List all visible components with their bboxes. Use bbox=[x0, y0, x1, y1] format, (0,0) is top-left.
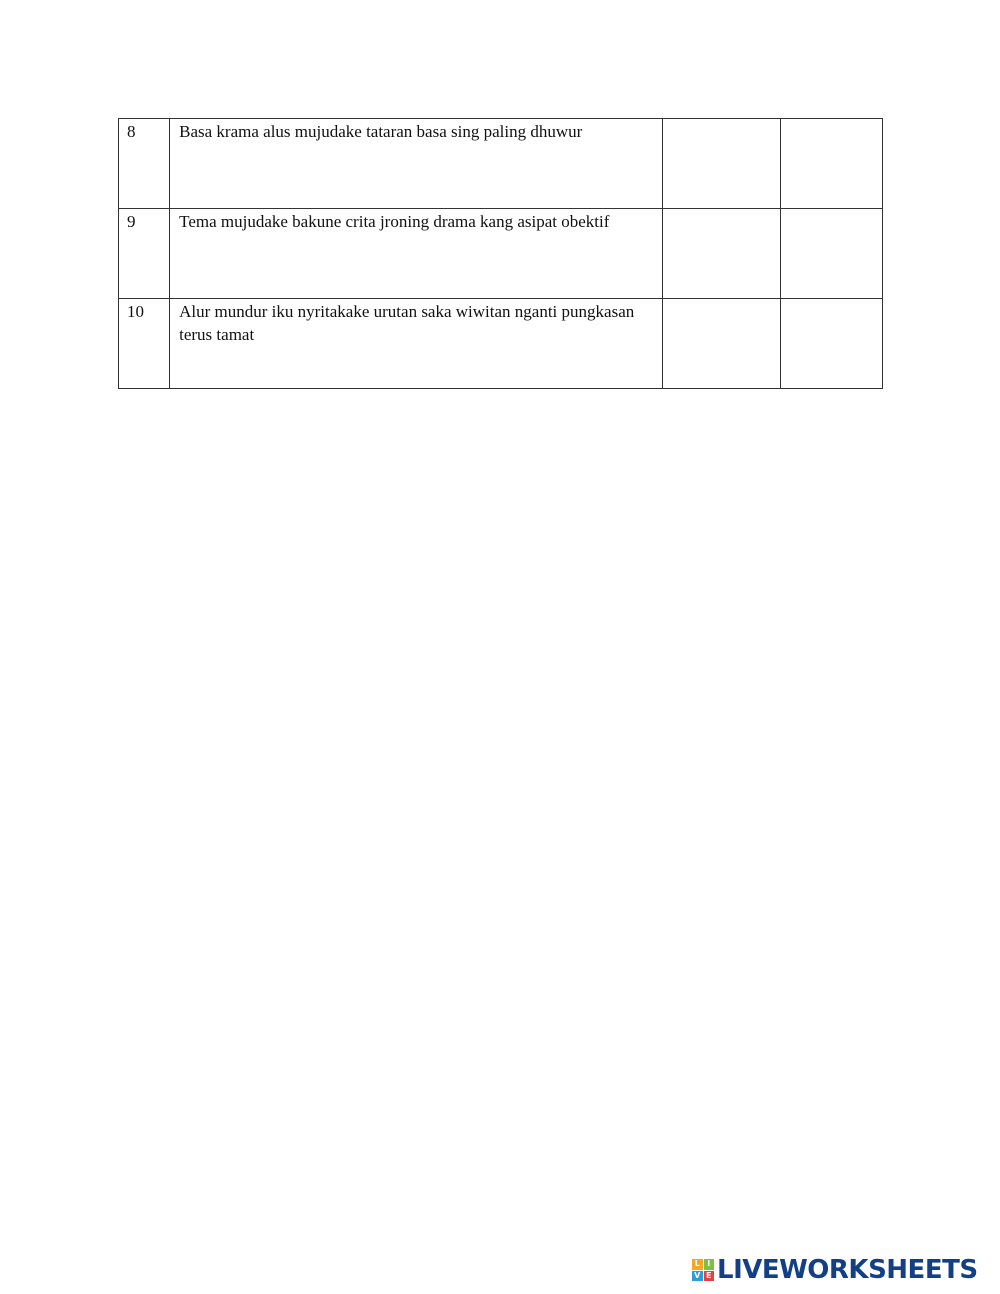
logo-block-l: L bbox=[692, 1259, 703, 1270]
true-false-table bbox=[118, 118, 883, 389]
brand-name: LIVEWORKSHEETS bbox=[717, 1255, 978, 1285]
question-number: 10 bbox=[127, 302, 144, 321]
answer-cell-true[interactable] bbox=[663, 299, 780, 389]
table-row bbox=[119, 209, 883, 299]
statement-text: Alur mundur iku nyritakake urutan saka wiwitan nganti pungkasan terus tamat bbox=[179, 302, 635, 344]
question-number: 9 bbox=[127, 212, 136, 231]
statement-cell bbox=[170, 119, 663, 209]
question-number-cell bbox=[119, 209, 170, 299]
table-row bbox=[119, 299, 883, 389]
logo-block-v: V bbox=[692, 1271, 703, 1282]
table-row bbox=[119, 119, 883, 209]
statement-text: Basa krama alus mujudake tataran basa sing paling dhuwur bbox=[179, 122, 583, 141]
answer-cell-false[interactable] bbox=[780, 119, 882, 209]
question-number: 8 bbox=[127, 122, 136, 141]
question-number-cell bbox=[119, 299, 170, 389]
answer-cell-true[interactable] bbox=[663, 209, 780, 299]
liveworksheets-logo bbox=[692, 1255, 978, 1285]
answer-cell-true[interactable] bbox=[663, 119, 780, 209]
answer-cell-false[interactable] bbox=[780, 209, 882, 299]
answer-cell-false[interactable] bbox=[780, 299, 882, 389]
question-number-cell bbox=[119, 119, 170, 209]
statement-cell bbox=[170, 209, 663, 299]
logo-block-e: E bbox=[704, 1271, 715, 1282]
statement-cell bbox=[170, 299, 663, 389]
live-blocks-icon bbox=[692, 1259, 714, 1281]
statement-text: Tema mujudake bakune crita jroning drama kang asipat obektif bbox=[179, 212, 610, 231]
logo-block-i: I bbox=[704, 1259, 715, 1270]
